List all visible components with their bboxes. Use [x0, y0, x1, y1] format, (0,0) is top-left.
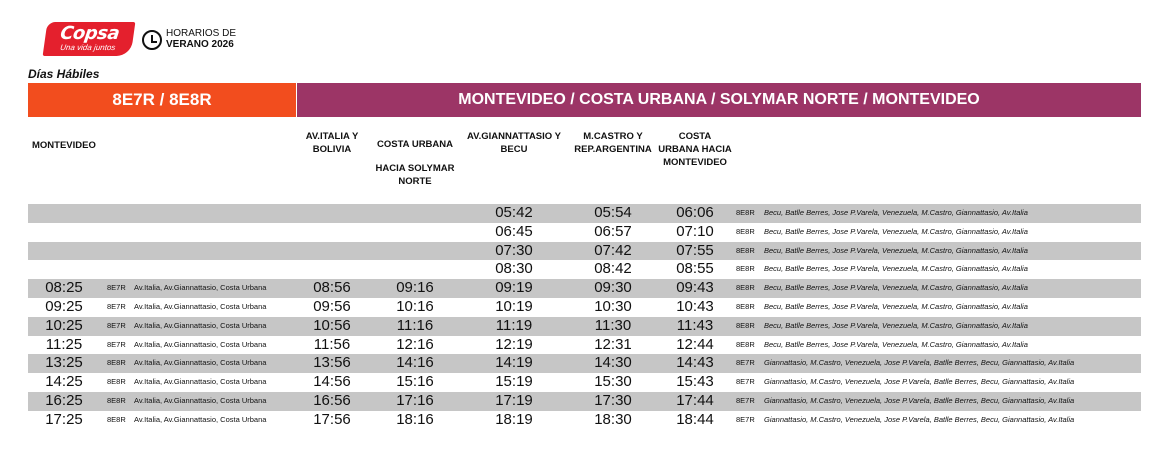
cell-return-code: 8E7R [736, 377, 755, 387]
cell-costa-urbana-montevideo: 07:55 [676, 241, 714, 259]
day-type: Días Hábiles [28, 67, 100, 81]
route-codes: 8E7R / 8E8R [28, 83, 296, 117]
cell-return-route: Becu, Batlle Berres, Jose P.Varela, Venezuela, M.Castro, Giannattasio, Av.Italia [764, 208, 1028, 217]
table-row [28, 336, 1141, 355]
col-header-mcastro: M.CASTRO Y REP.ARGENTINA [574, 131, 652, 155]
col-header-costa-urbana [365, 138, 465, 188]
cell-return-route: Becu, Batlle Berres, Jose P.Varela, Venezuela, M.Castro, Giannattasio, Av.Italia [764, 320, 1028, 330]
table-row [28, 317, 1141, 336]
cell-return-route: Becu, Batlle Berres, Jose P.Varela, Venezuela, M.Castro, Giannattasio, Av.Italia [764, 245, 1028, 255]
cell-via: Av.Italia, Av.Giannattasio, Costa Urbana [134, 358, 267, 368]
cell-mcastro: 07:42 [594, 241, 632, 259]
cell-code: 8E8R [107, 414, 126, 424]
cell-costa-urbana: 14:16 [396, 354, 434, 372]
cell-mcastro: 14:30 [594, 354, 632, 372]
cell-via: Av.Italia, Av.Giannattasio, Costa Urbana [134, 414, 267, 424]
logo-slogan: Una vida juntos [59, 43, 117, 52]
cell-code: 8E7R [107, 301, 126, 311]
cell-return-code: 8E8R [736, 320, 755, 330]
table-row [28, 298, 1141, 317]
cell-av-italia: 16:56 [313, 391, 351, 409]
cell-via: Av.Italia, Av.Giannattasio, Costa Urbana [134, 283, 267, 293]
cell-via: Av.Italia, Av.Giannattasio, Costa Urbana [134, 301, 267, 311]
cell-return-code: 8E8R [736, 226, 755, 236]
col-header-costa-urbana-label: COSTA URBANA [377, 139, 453, 150]
cell-return-route: Becu, Batlle Berres, Jose P.Varela, Venezuela, M.Castro, Giannattasio, Av.Italia [764, 283, 1028, 293]
cell-return-route: Becu, Batlle Berres, Jose P.Varela, Venezuela, M.Castro, Giannattasio, Av.Italia [764, 339, 1028, 349]
cell-costa-urbana: 15:16 [396, 373, 434, 391]
cell-mcastro: 08:42 [594, 260, 632, 278]
col-header-av-italia: AV.ITALIA Y BOLIVIA [305, 131, 359, 155]
cell-giannattasio: 10:19 [495, 297, 533, 315]
cell-costa-urbana-montevideo: 06:06 [676, 204, 714, 221]
cell-via: Av.Italia, Av.Giannattasio, Costa Urbana [134, 395, 267, 405]
cell-costa-urbana: 10:16 [396, 297, 434, 315]
cell-code: 8E8R [107, 377, 126, 387]
schedule-season-line2: VERANO 2026 [166, 39, 234, 50]
cell-giannattasio: 14:19 [495, 354, 533, 372]
cell-mcastro: 10:30 [594, 297, 632, 315]
col-header-costa-urbana-sub: HACIA SOLYMAR NORTE [375, 163, 455, 187]
cell-return-route: Becu, Batlle Berres, Jose P.Varela, Venezuela, M.Castro, Giannattasio, Av.Italia [764, 226, 1028, 236]
route-title: MONTEVIDEO / COSTA URBANA / SOLYMAR NORTE / MONTEVIDEO [297, 83, 1141, 117]
logo-brand: Copsa [58, 23, 121, 44]
cell-giannattasio: 15:19 [495, 373, 533, 391]
cell-giannattasio: 17:19 [495, 391, 533, 409]
cell-giannattasio: 08:30 [495, 260, 533, 278]
table-row [28, 373, 1141, 392]
cell-montevideo: 11:25 [45, 335, 83, 353]
cell-mcastro: 18:30 [594, 410, 632, 428]
clock-icon [142, 30, 162, 50]
cell-av-italia: 13:56 [313, 354, 351, 372]
cell-return-route: Giannattasio, M.Castro, Venezuela, Jose P.Varela, Batlle Berres, Becu, Giannattasio, Av.Italia [764, 358, 1075, 368]
cell-costa-urbana-montevideo: 18:44 [676, 410, 714, 428]
cell-return-code: 8E8R [736, 208, 755, 217]
table-row [28, 279, 1141, 298]
cell-costa-urbana-montevideo: 11:43 [676, 316, 714, 334]
table-row [28, 411, 1141, 430]
col-header-costa-urbana-montevideo: COSTA URBANA HACIA MONTEVIDEO [658, 131, 732, 168]
table-row [28, 354, 1141, 373]
table-row [28, 204, 1141, 223]
cell-montevideo: 10:25 [45, 316, 83, 334]
cell-code: 8E8R [107, 358, 126, 368]
cell-return-code: 8E8R [736, 301, 755, 311]
cell-mcastro: 12:31 [594, 335, 632, 353]
cell-av-italia: 17:56 [313, 410, 351, 428]
cell-costa-urbana-montevideo: 15:43 [676, 373, 714, 391]
cell-code: 8E7R [107, 283, 126, 293]
cell-return-route: Giannattasio, M.Castro, Venezuela, Jose P.Varela, Batlle Berres, Becu, Giannattasio, Av.Italia [764, 414, 1075, 424]
cell-giannattasio: 09:19 [495, 279, 533, 297]
cell-montevideo: 17:25 [45, 410, 83, 428]
cell-giannattasio: 18:19 [495, 410, 533, 428]
schedule-table [28, 204, 1141, 430]
table-row [28, 392, 1141, 411]
col-header-montevideo: MONTEVIDEO [32, 140, 96, 151]
cell-return-route: Becu, Batlle Berres, Jose P.Varela, Venezuela, M.Castro, Giannattasio, Av.Italia [764, 264, 1028, 274]
cell-costa-urbana: 17:16 [396, 391, 434, 409]
schedule-season-line1: HORARIOS DE [166, 28, 237, 39]
cell-mcastro: 09:30 [594, 279, 632, 297]
cell-code: 8E8R [107, 395, 126, 405]
cell-return-route: Becu, Batlle Berres, Jose P.Varela, Venezuela, M.Castro, Giannattasio, Av.Italia [764, 301, 1028, 311]
cell-av-italia: 14:56 [313, 373, 351, 391]
cell-code: 8E7R [107, 339, 126, 349]
schedule-season [166, 28, 236, 50]
cell-giannattasio: 05:42 [495, 204, 533, 221]
cell-costa-urbana-montevideo: 08:55 [676, 260, 714, 278]
cell-costa-urbana-montevideo: 12:44 [676, 335, 714, 353]
cell-return-code: 8E8R [736, 245, 755, 255]
cell-montevideo: 09:25 [45, 297, 83, 315]
cell-av-italia: 09:56 [313, 297, 351, 315]
cell-costa-urbana-montevideo: 09:43 [676, 279, 714, 297]
cell-costa-urbana-montevideo: 17:44 [676, 391, 714, 409]
cell-costa-urbana: 18:16 [396, 410, 434, 428]
cell-costa-urbana-montevideo: 14:43 [676, 354, 714, 372]
cell-av-italia: 08:56 [313, 279, 351, 297]
cell-return-code: 8E8R [736, 264, 755, 274]
cell-av-italia: 10:56 [313, 316, 351, 334]
cell-giannattasio: 07:30 [495, 241, 533, 259]
table-row [28, 242, 1141, 261]
cell-montevideo: 14:25 [45, 373, 83, 391]
copsa-logo [43, 22, 136, 56]
cell-costa-urbana: 09:16 [396, 279, 434, 297]
cell-montevideo: 13:25 [45, 354, 83, 372]
col-header-giannattasio: AV.GIANNATTASIO Y BECU [467, 131, 561, 155]
cell-costa-urbana-montevideo: 07:10 [676, 222, 714, 240]
cell-code: 8E7R [107, 320, 126, 330]
cell-via: Av.Italia, Av.Giannattasio, Costa Urbana [134, 320, 267, 330]
cell-costa-urbana: 12:16 [396, 335, 434, 353]
table-row [28, 260, 1141, 279]
cell-mcastro: 05:54 [594, 204, 632, 221]
cell-mcastro: 11:30 [594, 316, 632, 334]
cell-giannattasio: 12:19 [495, 335, 533, 353]
cell-giannattasio: 06:45 [495, 222, 533, 240]
cell-return-code: 8E7R [736, 414, 755, 424]
cell-giannattasio: 11:19 [495, 316, 533, 334]
cell-return-code: 8E7R [736, 395, 755, 405]
cell-via: Av.Italia, Av.Giannattasio, Costa Urbana [134, 377, 267, 387]
cell-mcastro: 06:57 [594, 222, 632, 240]
cell-costa-urbana-montevideo: 10:43 [676, 297, 714, 315]
cell-montevideo: 08:25 [45, 279, 83, 297]
cell-return-code: 8E7R [736, 358, 755, 368]
cell-mcastro: 15:30 [594, 373, 632, 391]
cell-montevideo: 16:25 [45, 391, 83, 409]
cell-return-code: 8E8R [736, 283, 755, 293]
cell-mcastro: 17:30 [594, 391, 632, 409]
cell-return-route: Giannattasio, M.Castro, Venezuela, Jose P.Varela, Batlle Berres, Becu, Giannattasio, Av.Italia [764, 377, 1075, 387]
cell-av-italia: 11:56 [313, 335, 351, 353]
cell-return-code: 8E8R [736, 339, 755, 349]
cell-costa-urbana: 11:16 [396, 316, 434, 334]
cell-via: Av.Italia, Av.Giannattasio, Costa Urbana [134, 339, 267, 349]
cell-return-route: Giannattasio, M.Castro, Venezuela, Jose P.Varela, Batlle Berres, Becu, Giannattasio, Av.Italia [764, 395, 1075, 405]
table-row [28, 223, 1141, 242]
